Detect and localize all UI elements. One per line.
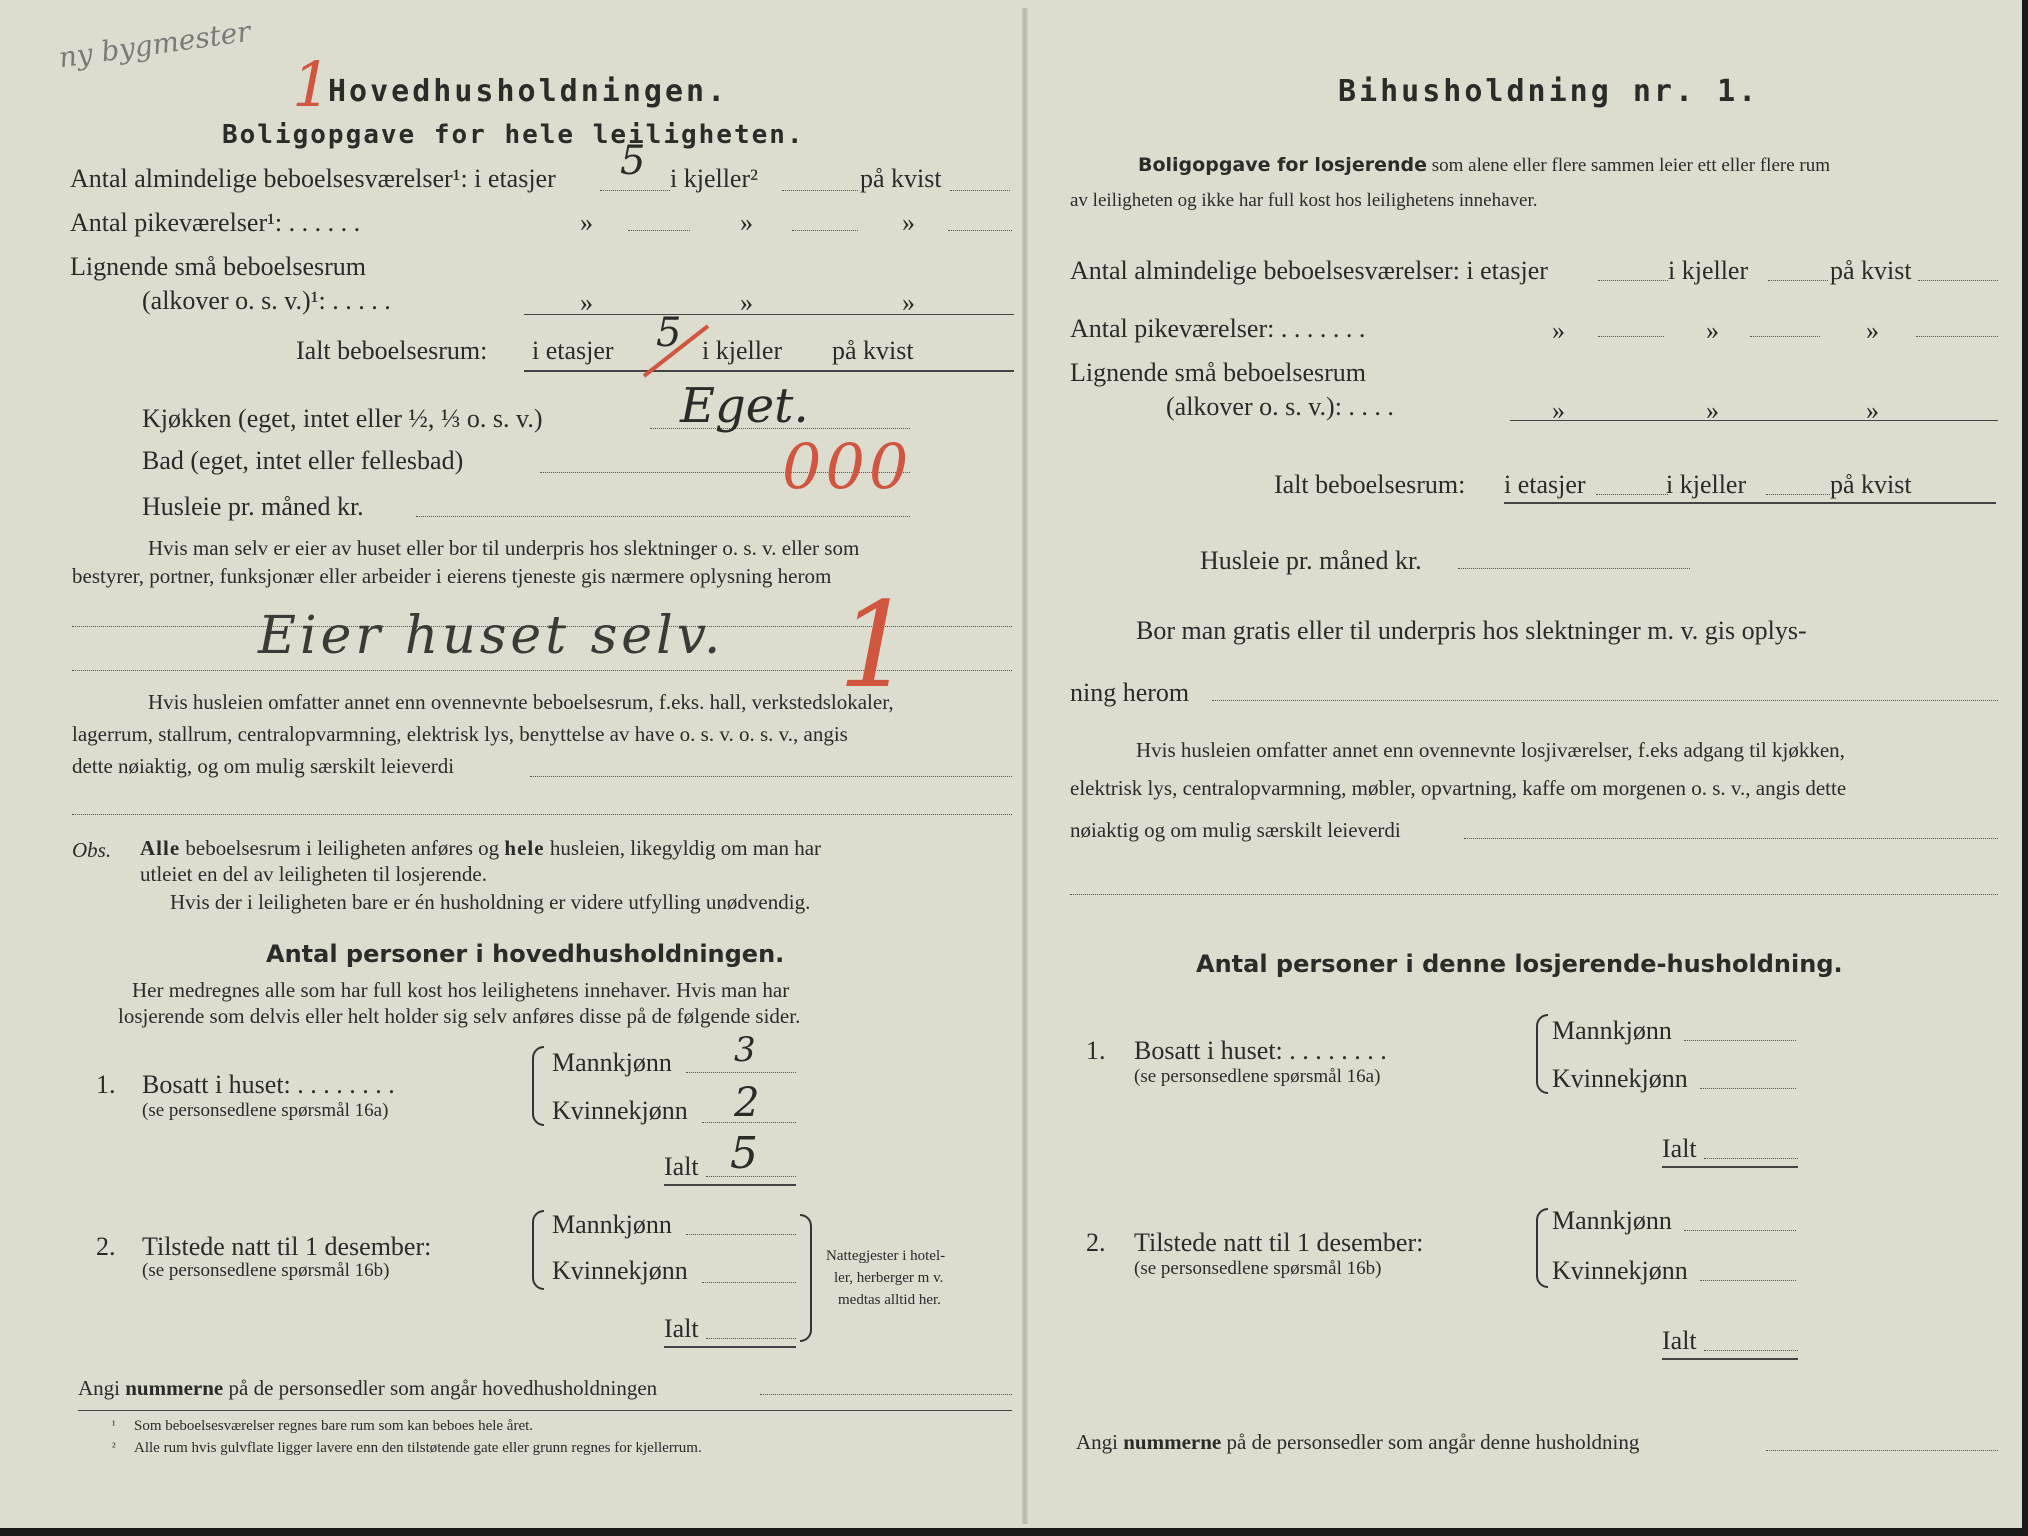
q2-total-label: Ialt <box>664 1314 699 1343</box>
q2-female-field[interactable] <box>1700 1280 1796 1281</box>
bath-value: 000 <box>782 430 913 503</box>
ditto-mark: » <box>1706 396 1719 425</box>
q1-number: 1. <box>1086 1036 1106 1065</box>
kvist-label: på kvist <box>1830 256 1912 285</box>
total-kjeller-label: i kjeller <box>702 336 783 365</box>
q2-total-label: Ialt <box>1662 1326 1697 1355</box>
q1-male-field[interactable] <box>686 1072 796 1073</box>
kjeller-field[interactable] <box>782 190 858 191</box>
q2-number: 2. <box>96 1232 116 1261</box>
total-kvist-label: på kvist <box>832 336 914 365</box>
footnote-1-number: ¹ <box>112 1418 116 1432</box>
q1-label: Bosatt i huset: . . . . . . . . <box>142 1070 395 1099</box>
numbers-rest: på de personsedler som angår denne husholdning <box>1226 1430 1640 1454</box>
numbers-angi: Angi <box>1076 1430 1118 1454</box>
kjeller-label: i kjeller <box>1668 256 1749 285</box>
maid-kvist-field[interactable] <box>792 230 858 231</box>
lodger-intro-1 <box>1138 154 1830 177</box>
free-rent-text-2: ning herom <box>1070 678 1190 707</box>
numbers-bold: nummerne <box>125 1376 224 1400</box>
night-guests-note-2: ler, herberger m v. <box>834 1270 944 1286</box>
etasjer-field[interactable] <box>1598 280 1668 281</box>
includes-instruction-1: Hvis husleien omfatter annet enn ovennevnte beboelsesrum, f.eks. hall, verkstedslokaler, <box>148 690 894 714</box>
owner-red-mark: 1 <box>838 576 914 714</box>
owner-instruction-1: Hvis man selv er eier av huset eller bor til underpris hos slektninger o. s. v. eller som <box>148 536 860 560</box>
page-title: Hovedhusholdningen. <box>328 74 729 109</box>
q1-male-value: 3 <box>734 1030 756 1070</box>
ditto-mark: » <box>1866 396 1879 425</box>
maid-extra-field[interactable] <box>1916 336 1998 337</box>
q2-right-brace <box>800 1214 812 1342</box>
alcoves-label: (alkover o. s. v.)¹: . . . . . <box>142 286 391 315</box>
q1-brace <box>1536 1014 1548 1094</box>
small-rooms-label: Lignende små beboelsesrum <box>1070 358 1367 387</box>
persons-section-title: Antal personer i denne losjerende-husholdning. <box>1196 950 1843 978</box>
kvist-label: på kvist <box>860 164 942 193</box>
total-rooms-label: Ialt beboelsesrum: <box>1274 470 1466 499</box>
q1-female-field[interactable] <box>1700 1088 1796 1089</box>
includes-instruction-3: dette nøiaktig, og om mulig særskilt leieverdi <box>72 754 455 778</box>
lodger-intro-rest: som alene eller flere sammen leier ett eller flere rum <box>1431 155 1831 176</box>
q1-female-label: Kvinnekjønn <box>552 1096 688 1125</box>
obs-text-2: utleiet en del av leiligheten til losjerende. <box>140 862 487 886</box>
footnote-2-number: ² <box>112 1440 116 1454</box>
q2-male-label: Mannkjønn <box>552 1210 672 1239</box>
persons-instruction-2: losjerende som delvis eller helt holder sig selv anføres disse på de følgende sider. <box>118 1004 801 1028</box>
q2-total-underline <box>1662 1358 1798 1360</box>
ditto-mark: » <box>1866 316 1879 345</box>
obs-text-1b: beboelsesrum i leiligheten anføres og <box>185 836 500 860</box>
small-rooms-label: Lignende små beboelsesrum <box>70 252 367 281</box>
includes-instruction-2: lagerrum, stallrum, centralopvarmning, elektrisk lys, benyttelse av have o. s. v. o. s. v., angis <box>72 722 848 746</box>
kvist-field[interactable] <box>1918 280 1998 281</box>
ditto-mark: » <box>740 208 753 237</box>
ditto-mark: » <box>1706 316 1719 345</box>
includes-instruction-3: nøiaktig og om mulig særskilt leieverdi <box>1070 818 1401 842</box>
q2-total-field[interactable] <box>706 1338 796 1339</box>
total-etasjer-value: 5 <box>656 310 682 356</box>
q1-number: 1. <box>96 1070 116 1099</box>
total-kjeller-label: i kjeller <box>1666 470 1747 499</box>
title-number-mark: 1 <box>292 48 332 121</box>
q2-female-label: Kvinnekjønn <box>1552 1256 1688 1285</box>
obs-bold-alle: Alle <box>140 836 181 860</box>
includes-line-2[interactable] <box>72 814 1012 815</box>
left-page <box>30 0 1000 1528</box>
kjeller-label: i kjeller² <box>670 164 758 193</box>
page-fold <box>1022 8 1028 1524</box>
includes-line-2[interactable] <box>1070 894 1998 895</box>
rent-field[interactable] <box>1458 568 1690 569</box>
q2-brace <box>1536 1208 1548 1288</box>
kitchen-label: Kjøkken (eget, intet eller ½, ⅓ o. s. v.) <box>142 404 543 433</box>
free-rent-text-1: Bor man gratis eller til underpris hos slektninger m. v. gis oplys- <box>1136 616 1807 645</box>
ditto-mark: » <box>902 208 915 237</box>
footnote-1: Som beboelsesværelser regnes bare rum som kan beboes hele året. <box>134 1418 534 1434</box>
etasjer-field[interactable] <box>600 190 670 191</box>
bath-label: Bad (eget, intet eller fellesbad) <box>142 446 464 475</box>
kjeller-field[interactable] <box>1768 280 1828 281</box>
q1-male-label: Mannkjønn <box>1552 1016 1672 1045</box>
room-count-label: Antal almindelige beboelsesværelser: i etasjer <box>1070 256 1548 285</box>
maid-kjeller-field[interactable] <box>1598 336 1664 337</box>
page-title: Bihusholdning nr. 1. <box>1338 74 1760 109</box>
ditto-mark: » <box>1552 396 1565 425</box>
etasjer-value: 5 <box>620 138 646 184</box>
lodger-intro-bold: Boligopgave for losjerende <box>1138 154 1427 176</box>
q1-label: Bosatt i huset: . . . . . . . . <box>1134 1036 1387 1065</box>
rent-field[interactable] <box>416 516 910 517</box>
total-rooms-line <box>1504 502 1996 504</box>
q2-female-field[interactable] <box>702 1282 796 1283</box>
q1-total-value: 5 <box>730 1128 758 1179</box>
q1-male-field[interactable] <box>1684 1040 1796 1041</box>
numbers-instruction <box>1076 1430 1639 1455</box>
night-guests-note-1: Nattegjester i hotel- <box>826 1248 946 1264</box>
includes-field[interactable] <box>1464 838 1998 839</box>
q2-male-field[interactable] <box>1684 1230 1796 1231</box>
alcoves-label: (alkover o. s. v.): . . . . <box>1166 392 1394 421</box>
q1-total-label: Ialt <box>1662 1134 1697 1163</box>
total-etasjer-label: i etasjer <box>1504 470 1586 499</box>
pencil-note: ny bygmester <box>56 14 253 75</box>
total-rooms-line <box>524 370 1014 372</box>
ditto-mark: » <box>740 288 753 317</box>
numbers-angi: Angi <box>78 1376 120 1400</box>
persons-section-title: Antal personer i hovedhusholdningen. <box>266 940 785 968</box>
q2-female-label: Kvinnekjønn <box>552 1256 688 1285</box>
owner-answer: Eier huset selv. <box>258 606 725 666</box>
night-guests-note-3: medtas alltid her. <box>838 1292 941 1308</box>
footnote-rule <box>78 1410 1012 1411</box>
q2-label: Tilstede natt til 1 desember: <box>1134 1228 1424 1257</box>
q2-brace <box>532 1210 544 1290</box>
includes-instruction-2: elektrisk lys, centralopvarmning, møbler, opvartning, kaffe om morgenen o. s. v., angis dette <box>1070 776 1847 800</box>
obs-label: Obs. <box>72 838 112 862</box>
ditto-mark: » <box>580 288 593 317</box>
q1-total-underline <box>664 1184 796 1186</box>
small-rooms-line <box>1510 420 1998 421</box>
q1-male-label: Mannkjønn <box>552 1048 672 1077</box>
room-count-label: Antal almindelige beboelsesværelser¹: i etasjer <box>70 164 556 193</box>
q2-male-field[interactable] <box>686 1234 796 1235</box>
total-etasjer-label: i etasjer <box>532 336 614 365</box>
kvist-field[interactable] <box>950 190 1010 191</box>
includes-instruction-1: Hvis husleien omfatter annet enn ovennevnte losjiværelser, f.eks adgang til kjøkken, <box>1136 738 1845 762</box>
obs-text-3: Hvis der i leiligheten bare er én husholdning er videre utfylling unødvendig. <box>170 890 811 914</box>
q1-female-label: Kvinnekjønn <box>1552 1064 1688 1093</box>
lodger-intro-2: av leiligheten og ikke har full kost hos leilighetens innehaver. <box>1070 190 1538 211</box>
q2-total-underline <box>664 1346 796 1348</box>
q1-total-underline <box>1662 1166 1798 1168</box>
q2-total-field[interactable] <box>1704 1350 1798 1351</box>
obs-text-1 <box>140 836 821 861</box>
total-etasjer-field[interactable] <box>1596 494 1668 495</box>
rent-label: Husleie pr. måned kr. <box>142 492 364 521</box>
numbers-field[interactable] <box>760 1394 1012 1395</box>
free-rent-field[interactable] <box>1212 700 1998 701</box>
ditto-mark: » <box>580 208 593 237</box>
q1-total-label: Ialt <box>664 1152 699 1181</box>
numbers-instruction <box>78 1376 657 1401</box>
footnote-2: Alle rum hvis gulvflate ligger lavere enn den tilstøtende gate eller grunn regnes for kjellerrum. <box>134 1440 702 1456</box>
maid-extra-field[interactable] <box>948 230 1012 231</box>
small-rooms-line <box>524 314 1014 315</box>
q2-subtext: (se personsedlene spørsmål 16b) <box>1134 1258 1382 1279</box>
rent-label: Husleie pr. måned kr. <box>1200 546 1422 575</box>
includes-field[interactable] <box>530 776 1012 777</box>
q2-male-label: Mannkjønn <box>1552 1206 1672 1235</box>
numbers-field[interactable] <box>1766 1450 1998 1451</box>
q2-subtext: (se personsedlene spørsmål 16b) <box>142 1260 390 1281</box>
q1-brace <box>532 1046 544 1126</box>
red-strike-stroke <box>644 326 708 376</box>
ditto-mark: » <box>1552 316 1565 345</box>
maid-kvist-field[interactable] <box>1750 336 1820 337</box>
ditto-mark: » <box>902 288 915 317</box>
page-subtitle: Boligopgave for hele leiligheten. <box>222 120 805 150</box>
kitchen-value: Eget. <box>680 378 809 434</box>
maid-rooms-label: Antal pikeværelser: . . . . . . . <box>1070 314 1366 343</box>
q1-total-field[interactable] <box>1704 1158 1798 1159</box>
total-kjeller-field[interactable] <box>1766 494 1830 495</box>
maid-kjeller-field[interactable] <box>628 230 690 231</box>
persons-instruction-1: Her medregnes alle som har full kost hos leilighetens innehaver. Hvis man har <box>132 978 790 1002</box>
red-strike-mark <box>636 320 716 380</box>
numbers-bold: nummerne <box>1123 1430 1222 1454</box>
owner-instruction-2: bestyrer, portner, funksjonær eller arbeider i eierens tjeneste gis nærmere oplysning herom <box>72 564 832 588</box>
obs-text-1d: husleien, likegyldig om man har <box>549 836 822 860</box>
obs-bold-hele: hele <box>504 836 545 860</box>
total-rooms-label: Ialt beboelsesrum: <box>296 336 488 365</box>
right-page <box>1060 0 2000 1528</box>
total-kvist-label: på kvist <box>1830 470 1912 499</box>
maid-rooms-label: Antal pikeværelser¹: . . . . . . <box>70 208 361 237</box>
numbers-rest: på de personsedler som angår hovedhusholdningen <box>228 1376 658 1400</box>
q1-subtext: (se personsedlene spørsmål 16a) <box>1134 1066 1381 1087</box>
q1-female-value: 2 <box>734 1080 760 1126</box>
q2-label: Tilstede natt til 1 desember: <box>142 1232 432 1261</box>
q2-number: 2. <box>1086 1228 1106 1257</box>
q1-subtext: (se personsedlene spørsmål 16a) <box>142 1100 389 1121</box>
